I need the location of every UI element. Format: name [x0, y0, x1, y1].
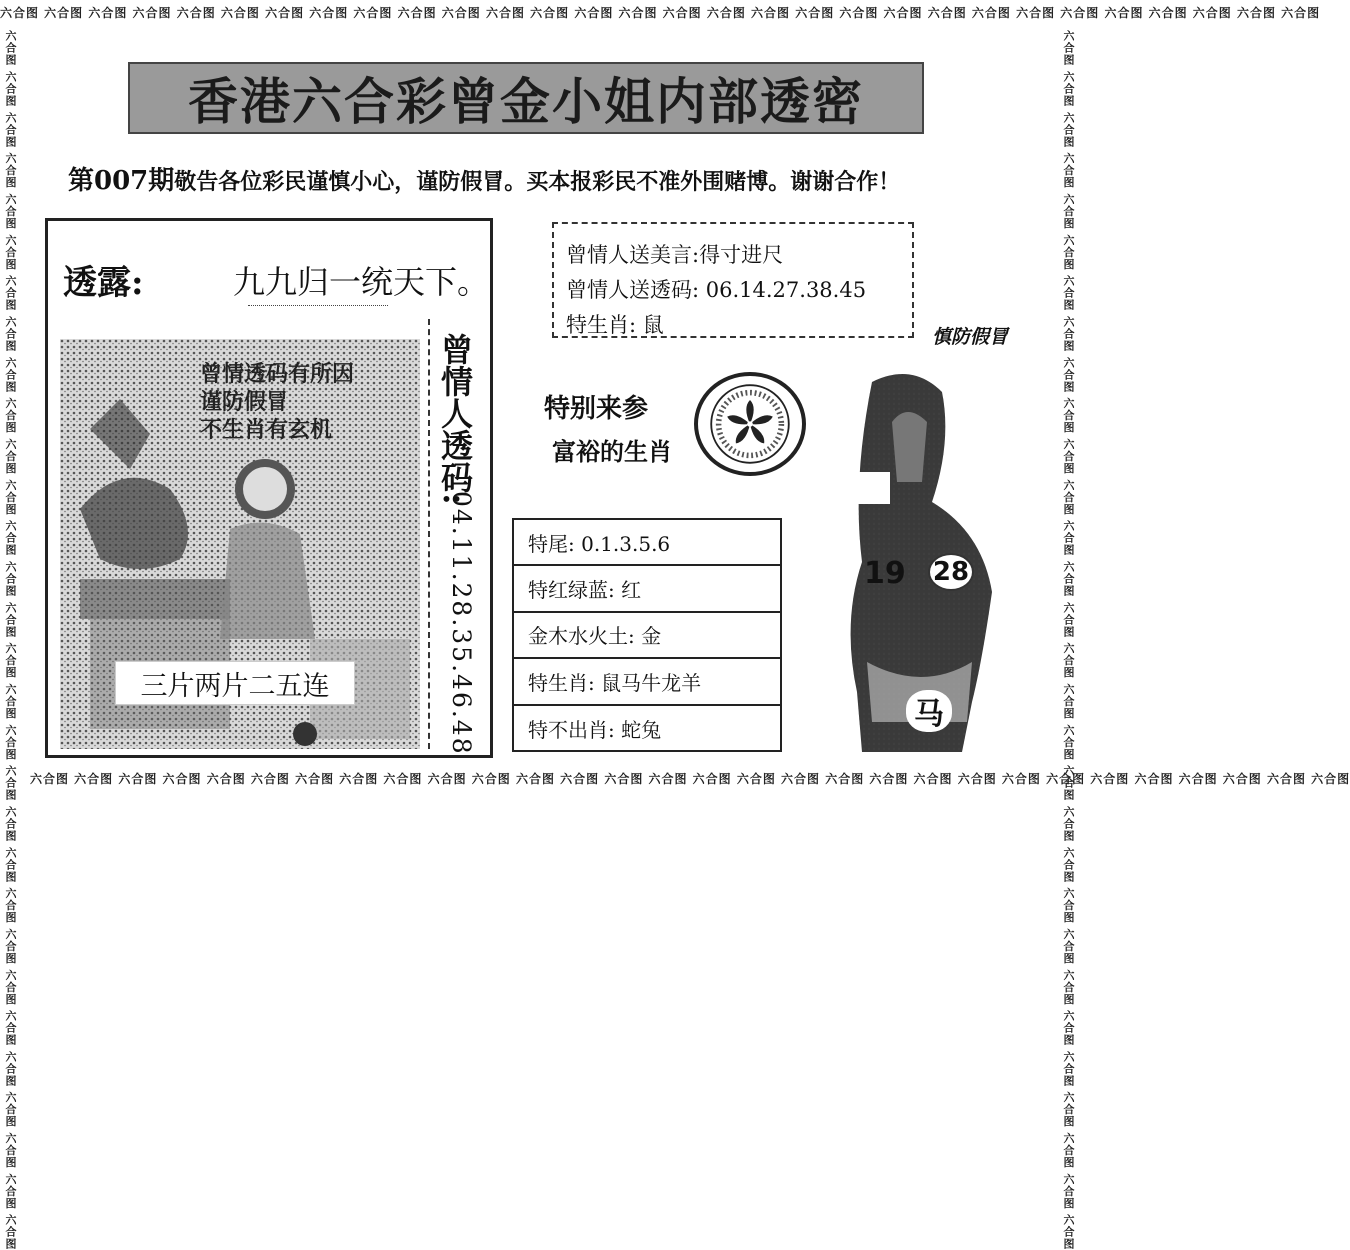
white-patch: [832, 472, 890, 504]
photo-caption: [200, 361, 354, 445]
vertical-label: 曾情人透码:: [436, 333, 474, 505]
zodiac-badge: 马: [906, 690, 952, 732]
caution-label: 慎防假冒: [932, 326, 1009, 348]
info-row-numbers: 曾情人送透码: 06.14.27.38.45: [566, 278, 867, 302]
caption-line-3: 不生肖有玄机: [200, 418, 333, 443]
reveal-text: 九九归一统天下。: [233, 263, 490, 301]
banner-title: [128, 62, 924, 134]
prediction-table: [512, 518, 782, 752]
table-row: 特不出肖: 蛇兔: [528, 718, 662, 743]
caption-line-2: 谨防假冒: [200, 390, 289, 415]
table-row: 特生肖: 鼠马牛龙羊: [514, 659, 780, 705]
info-box: [552, 222, 914, 338]
special-subtitle: 富裕的生肖: [552, 437, 672, 466]
table-row: 特尾: 0.1.3.5.6: [514, 520, 780, 566]
border-strip-left: 六合图 六合图 六合图 六合图 六合图 六合图 六合图 六合图 六合图 六合图 六合图 六合图 六合图 六合图 六合图 六合图 六合图 六合图 六合图 六合图 六合图 六合图 六合图 六合图 六合图 六合图 六合图 六合图 六合图 六合图: [4, 30, 17, 1250]
bauhinia-emblem-icon: [694, 372, 806, 476]
issue-number: 第007期: [68, 166, 175, 196]
info-row-zodiac: 特生肖: 鼠: [566, 313, 664, 337]
border-strip-top: 六合图 六合图 六合图 六合图 六合图 六合图 六合图 六合图 六合图 六合图 六合图 六合图 六合图 六合图 六合图 六合图 六合图 六合图 六合图 六合图 六合图 六合图 六合图 六合图 六合图 六合图 六合图 六合图 六合图 六合图: [0, 6, 1321, 20]
illustration-photo: [60, 339, 420, 749]
vertical-number-column: [428, 319, 484, 756]
reveal-label: 透露:: [63, 263, 144, 303]
caption-line-1: 曾情透码有所因: [200, 362, 355, 387]
figure-number-b: 28: [928, 553, 974, 591]
left-panel: [45, 218, 493, 758]
banner-title-text: 香港六合彩曾金小姐内部透密: [188, 73, 864, 131]
border-strip-bottom: 六合图 六合图 六合图 六合图 六合图 六合图 六合图 六合图 六合图 六合图 六合图 六合图 六合图 六合图 六合图 六合图 六合图 六合图 六合图 六合图 六合图 六合图 六合图 六合图 六合图 六合图 六合图 六合图 六合图 六合图: [30, 772, 1350, 786]
notice-line: [68, 160, 1028, 194]
notice-text: 敬告各位彩民谨慎小心，谨防假冒。买本报彩民不准外围赌博。谢谢合作！: [174, 169, 901, 195]
info-row-words: 曾情人送美言:得寸进尺: [566, 243, 784, 267]
figure-number-a: 19: [864, 556, 906, 591]
table-row: 金木水火土: 金: [514, 613, 780, 659]
border-strip-right: 六合图 六合图 六合图 六合图 六合图 六合图 六合图 六合图 六合图 六合图 六合图 六合图 六合图 六合图 六合图 六合图 六合图 六合图 六合图 六合图 六合图 六合图 六合图 六合图 六合图 六合图 六合图 六合图 六合图 六合图: [1062, 30, 1075, 1250]
table-row: 特红绿蓝: 红: [514, 566, 780, 612]
ornament-divider: [248, 305, 388, 311]
special-title: 特别来参: [544, 394, 649, 424]
vertical-numbers: 04.11.28.35.46.48: [447, 491, 476, 756]
phrase-box: 三片两片二五连: [115, 661, 355, 705]
